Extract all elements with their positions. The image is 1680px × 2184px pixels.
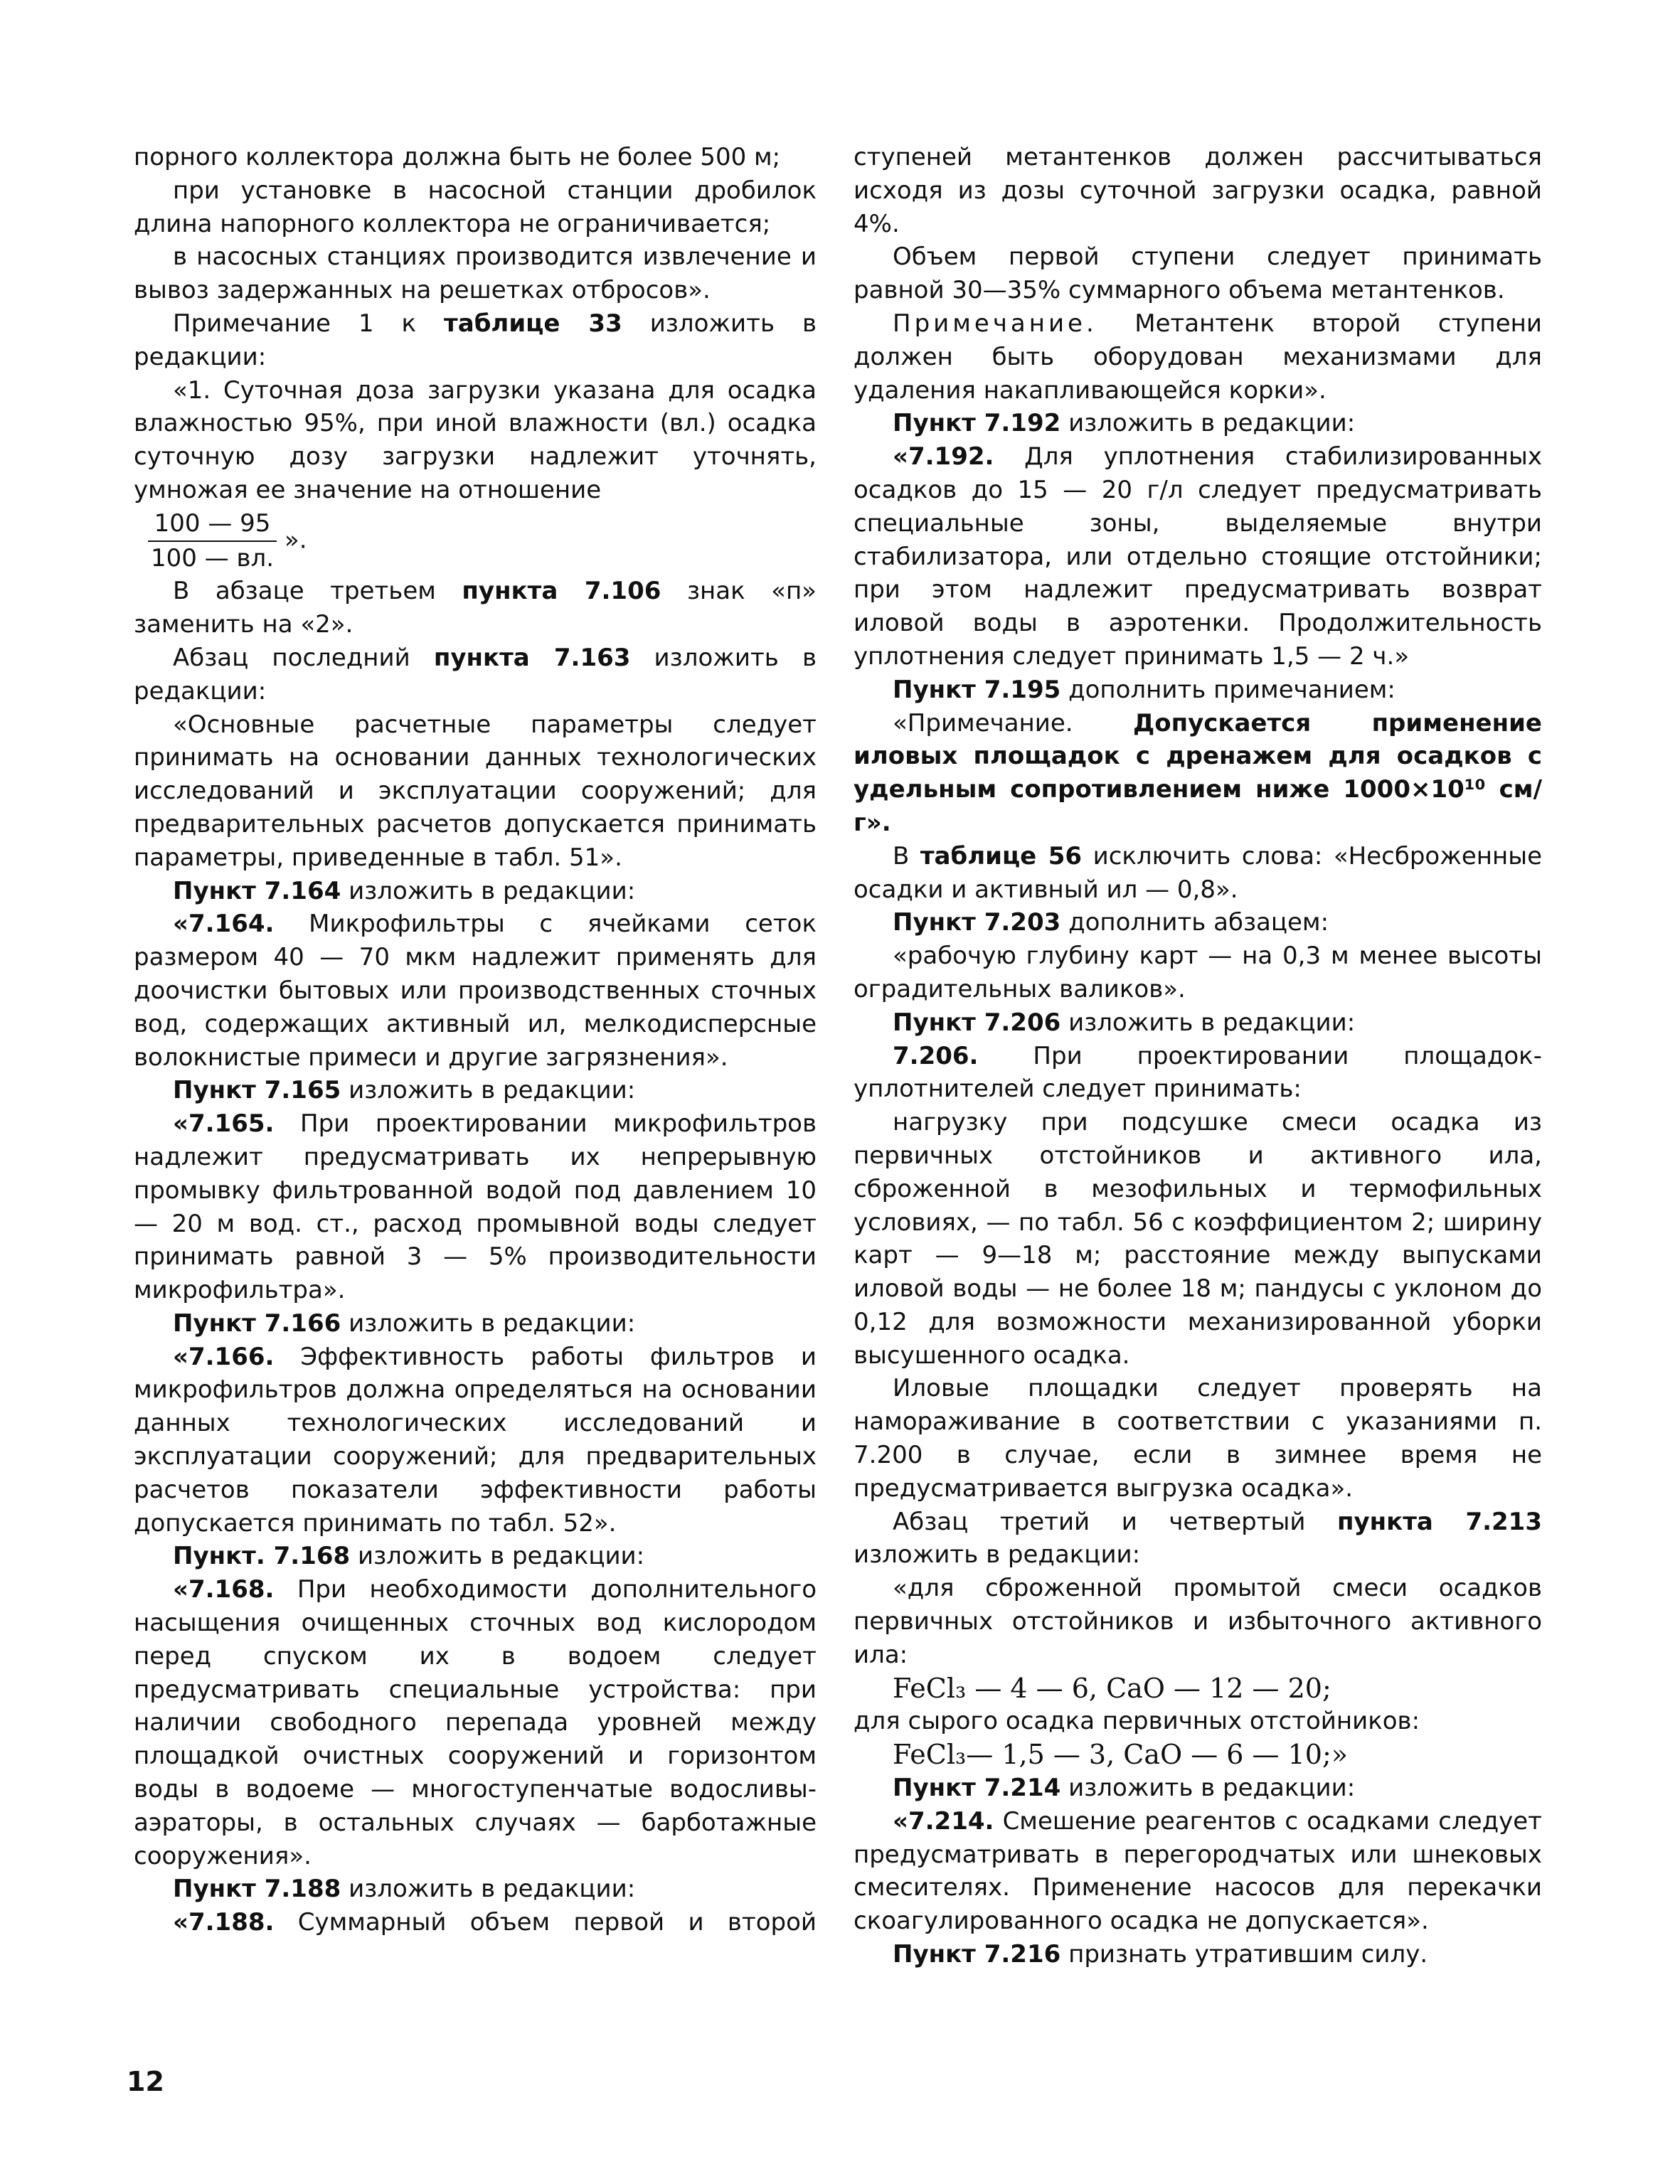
bold-ref: Пункт 7.165	[173, 1076, 341, 1105]
bold-ref: Пункт 7.214	[893, 1774, 1061, 1803]
paragraph: «7.188. Суммарный объем первой и второй	[173, 1908, 817, 1937]
formula-line: FeCl₃ — 4 — 6, CaO — 12 — 20;	[893, 1672, 1331, 1704]
paragraph: Пункт 7.206 изложить в редакции:	[893, 1008, 1356, 1037]
bold-ref: Пункт 7.166	[173, 1309, 341, 1338]
bold-ref: Пункт. 7.168	[173, 1542, 351, 1571]
bold-ref: пункта 7.106	[462, 577, 661, 606]
paragraph: «7.168. При необходимости дополнительного насыщения очищенных сточных вод кислородом перед спуском их в водоем следует предусматривать специальные устройства: при наличии свободного перепада уровней между площадкой очистных сооружений и горизонтом воды в водоеме — многоступенчатые водосливы-аэраторы, в остальных случаях — барботажные сооружения».	[134, 1575, 817, 1870]
paragraph: нагрузку при подсушке смеси осадка из первичных отстойников и активного ила, сброженной в мезофильных и термофильных условиях, — по табл. 56 с коэффициентом 2; ширину карт — 9—18 м; расстояние между выпусками иловой воды — не более 18 м; пандусы с уклоном до 0,12 для возможности механизированной уборки высушенного осадка.	[854, 1108, 1542, 1370]
bold-ref: «7.166.	[173, 1342, 275, 1371]
paragraph: «7.165. При проектировании микрофильтров надлежит предусматривать их непрерывную промывку фильтрованной водой под давлением 10 — 20 м вод. ст., расход промывной воды следует принимать равной 3 — 5% производительности микрофильтра».	[134, 1109, 817, 1305]
bold-ref: Допускается применение иловых площадок с дренажем для осадков с удельным сопротивлением ниже 1000×10¹⁰ см/г».	[854, 708, 1542, 837]
formula-line: FeCl₃— 1,5 — 3, CaO — 6 — 10;»	[893, 1739, 1349, 1771]
paragraph: Иловые площадки следует проверять на намораживание в соответствии с указаниями п. 7.200 в случае, если в зимнее время не предусматривается выгрузка осадка».	[854, 1374, 1542, 1503]
paragraph: «рабочую глубину карт — на 0,3 м менее высоты оградительных валиков».	[854, 942, 1542, 1003]
fraction	[134, 507, 817, 575]
paragraph: Примечание. Метантенк второй ступени должен быть оборудован механизмами для удаления накапливающейся корки».	[854, 309, 1542, 405]
paragraph: ступеней метантенков должен рассчитываться исходя из дозы суточной загрузки осадка, равной 4%.	[854, 143, 1542, 238]
paragraph: Пункт. 7.168 изложить в редакции:	[173, 1542, 645, 1571]
left-column	[134, 141, 817, 1939]
paragraph: 7.206. При проектировании площадок-уплотнителей следует принимать:	[854, 1041, 1542, 1104]
bold-ref: «7.168.	[173, 1575, 275, 1604]
fraction-tail: ».	[277, 526, 307, 555]
paragraph: Пункт 7.164 изложить в редакции:	[173, 876, 636, 905]
paragraph: Пункт 7.216 признать утратившим силу.	[893, 1940, 1428, 1969]
paragraph: «7.214. Смешение реагентов с осадками следует предусматривать в перегородчатых или шнековых смесителях. Применение насосов для перекачки скоагулированного осадка не допускается».	[854, 1806, 1542, 1936]
paragraph: Примечание 1 к таблице 33 изложить в редакции:	[134, 309, 817, 371]
bold-ref: Пункт 7.203	[893, 908, 1061, 937]
paragraph: Абзац последний пункта 7.163 изложить в редакции:	[134, 643, 817, 705]
paragraph: Пункт 7.188 изложить в редакции:	[173, 1875, 636, 1904]
paragraph: Пункт 7.166 изложить в редакции:	[173, 1309, 636, 1338]
right-column	[854, 141, 1542, 1971]
paragraph: «для сброженной промытой смеси осадков первичных отстойников и избыточного активного ила:	[854, 1574, 1542, 1669]
bold-ref: Пункт 7.216	[893, 1940, 1061, 1969]
bold-ref: «7.165.	[173, 1109, 275, 1139]
paragraph: Пункт 7.192 изложить в редакции:	[893, 409, 1356, 438]
bold-ref: Пункт 7.195	[893, 675, 1061, 704]
paragraph: «7.192. Для уплотнения стабилизированных осадков до 15 — 20 г/л следует предусматривать специальные зоны, выделяемые внутри стабилизатора, или отдельно стоящие отстойники; при этом надлежит предусматривать возврат иловой воды в аэротенки. Продолжительность уплотнения следует принимать 1,5 — 2 ч.»	[854, 442, 1542, 671]
paragraph: Абзац третий и четвертый пункта 7.213 изложить в редакции:	[854, 1507, 1542, 1570]
paragraph: в насосных станциях производится извлечение и вывоз задержанных на решетках отбросов».	[134, 243, 817, 305]
bold-ref: Пункт 7.192	[893, 409, 1061, 438]
paragraph: Пункт 7.195 дополнить примечанием:	[893, 675, 1395, 704]
note-label: Примечание.	[893, 309, 1097, 338]
paragraph: Пункт 7.214 изложить в редакции:	[893, 1774, 1356, 1803]
paragraph: «1. Суточная доза загрузки указана для осадка влажностью 95%, при иной влажности (вл.) осадка суточную дозу загрузки надлежит уточнять, умножая ее значение на отношение	[134, 375, 817, 504]
paragraph: «Примечание. Допускается применение иловых площадок с дренажем для осадков с удельным сопротивлением ниже 1000×10¹⁰ см/г».	[854, 708, 1542, 837]
bold-ref: пункта 7.213	[1337, 1507, 1542, 1536]
paragraph: Объем первой ступени следует принимать равной 30—35% суммарного объема метантенков.	[854, 243, 1542, 305]
bold-ref: пункта 7.163	[433, 643, 631, 672]
paragraph: «Основные расчетные параметры следует принимать на основании данных технологических исследований и эксплуатации сооружений; для предварительных расчетов допускается принимать параметры, приведенные в табл. 51».	[134, 710, 817, 872]
paragraph: порного коллектора должна быть не более 500 м;	[134, 143, 781, 171]
bold-ref: таблице 56	[920, 841, 1083, 870]
paragraph: «7.166. Эффективность работы фильтров и микрофильтров должна определяться на основании данных технологических исследований и эксплуатации сооружений; для предварительных расчетов показатели эффективности работы допускается принимать по табл. 52».	[134, 1342, 817, 1538]
bold-ref: 7.206.	[893, 1041, 979, 1070]
fraction-expr	[148, 507, 277, 575]
bold-ref: таблице 33	[444, 309, 622, 338]
page-number: 12	[127, 2066, 164, 2097]
bold-ref: «7.164.	[173, 910, 275, 939]
bold-ref: «7.188.	[173, 1908, 275, 1937]
paragraph: при установке в насосной станции дробилок длина напорного коллектора не ограничивается;	[134, 176, 817, 238]
bold-ref: Пункт 7.206	[893, 1008, 1061, 1037]
paragraph: для сырого осадка первичных отстойников:	[854, 1707, 1420, 1736]
bold-ref: «7.192.	[893, 442, 994, 472]
paragraph: Пункт 7.203 дополнить абзацем:	[893, 908, 1329, 937]
bold-ref: Пункт 7.164	[173, 876, 341, 905]
bold-ref: «7.214.	[893, 1806, 994, 1836]
paragraph: «7.164. Микрофильтры с ячейками сеток размером 40 — 70 мкм надлежит применять для доочистки бытовых или производственных сточных вод, содержащих активный ил, мелкодисперсные волокнистые примеси и другие загрязнения».	[134, 910, 817, 1072]
bold-ref: Пункт 7.188	[173, 1875, 341, 1904]
paragraph: В абзаце третьем пункта 7.106 знак «п» заменить на «2».	[134, 577, 817, 639]
fraction-numerator: 100 — 95	[148, 507, 277, 542]
paragraph: В таблице 56 исключить слова: «Несброженные осадки и активный ил — 0,8».	[854, 841, 1542, 904]
paragraph: Пункт 7.165 изложить в редакции:	[173, 1076, 636, 1105]
fraction-denominator: 100 — вл.	[151, 543, 275, 572]
